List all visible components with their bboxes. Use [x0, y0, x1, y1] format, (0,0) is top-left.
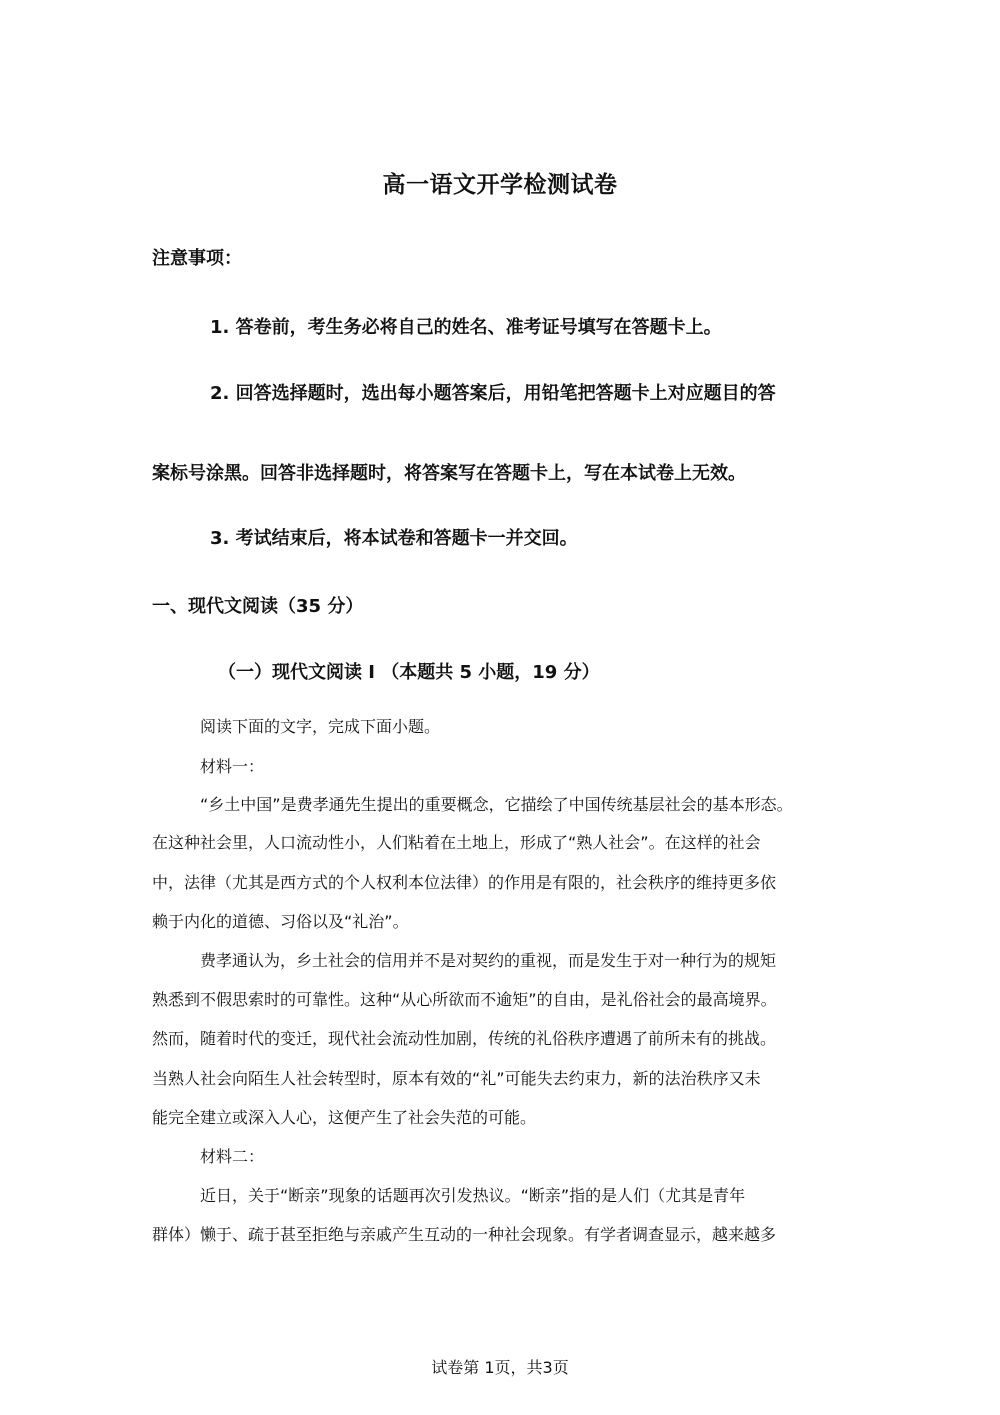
notice-item-3: 3. 考试结束后，将本试卷和答题卡一并交回。: [210, 528, 578, 549]
page-footer: 试卷第 1页，共3页: [431, 1358, 569, 1377]
material-1-label: 材料一：: [200, 757, 265, 776]
notice-item-2-line-2: 案标号涂黑。回答非选择题时，将答案写在答题卡上，写在本试卷上无效。: [152, 463, 746, 484]
section-heading: 一、现代文阅读（35 分）: [152, 596, 364, 617]
notice-item-1: 1. 答卷前，考生务必将自己的姓名、准考证号填写在答题卡上。: [210, 317, 722, 338]
subsection-heading: （一）现代文阅读 I （本题共 5 小题，19 分）: [218, 662, 600, 683]
material-1-p1-line: 赖于内化的道德、习俗以及“礼治”。: [152, 912, 409, 931]
notice-label: 注意事项：: [152, 248, 242, 269]
notice-item-2-line-1: 2. 回答选择题时，选出每小题答案后，用铅笔把答题卡上对应题目的答: [210, 383, 776, 404]
material-1-p2-line: 然而，随着时代的变迁，现代社会流动性加剧，传统的礼俗秩序遭遇了前所未有的挑战。: [152, 1029, 777, 1048]
material-1-p2-line: 当熟人社会向陌生人社会转型时，原本有效的“礼”可能失去约束力，新的法治秩序又未: [152, 1069, 761, 1088]
material-1-p1-line: 中，法律（尤其是西方式的个人权利本位法律）的作用是有限的，社会秩序的维持更多依: [152, 873, 777, 892]
material-1-p2-line: 费孝通认为，乡土社会的信用并不是对契约的重视，而是发生于对一种行为的规矩: [200, 951, 777, 970]
material-2-p1-line: 近日，关于“断亲”现象的话题再次引发热议。“断亲”指的是人们（尤其是青年: [200, 1186, 746, 1205]
reading-instruction: 阅读下面的文字，完成下面小题。: [200, 717, 441, 736]
material-1-p2-line: 能完全建立或深入人心，这便产生了社会失范的可能。: [152, 1108, 537, 1127]
material-2-label: 材料二：: [200, 1147, 265, 1166]
page-title: 高一语文开学检测试卷: [382, 172, 618, 198]
material-1-p1-line: 在这种社会里，人口流动性小，人们粘着在土地上，形成了“熟人社会”。在这样的社会: [152, 833, 761, 852]
material-2-p1-line: 群体）懒于、疏于甚至拒绝与亲戚产生互动的一种社会现象。有学者调查显示，越来越多: [152, 1225, 777, 1244]
material-1-p2-line: 熟悉到不假思索时的可靠性。这种“从心所欲而不逾矩”的自由，是礼俗社会的最高境界。: [152, 990, 777, 1009]
material-1-p1-line: “乡土中国”是费孝通先生提出的重要概念，它描绘了中国传统基层社会的基本形态。: [200, 795, 793, 814]
